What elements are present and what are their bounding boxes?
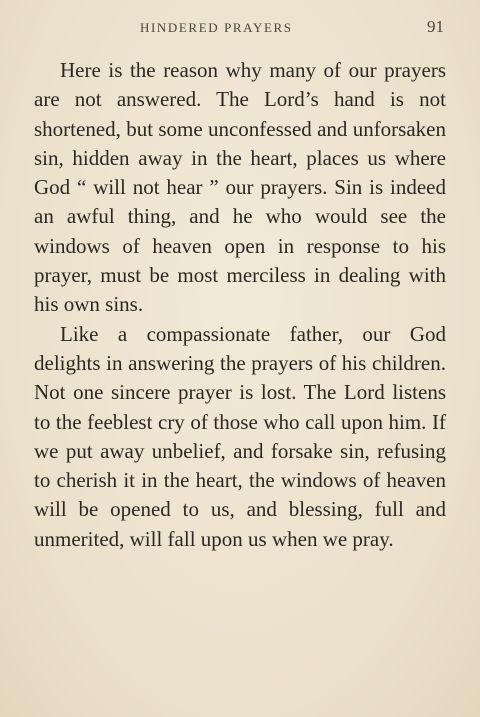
- paragraph-2: Like a compassionate father, our God delights in answering the prayers of his children. Not one sincere prayer is lost. The Lord listens to the feeblest cry of those who call upon him. If we put away unbelief, and forsake sin, refusing to cherish it in the heart, the windows of heaven will be opened to us, and blessing, full and unmerited, will fall upon us when we pray.: [34, 321, 446, 551]
- paragraph-1: Here is the reason why many of our prayers are not answered. The Lord’s hand is not shortened, but some unconfessed and unforsaken sin, hidden away in the heart, places us where God “ will not hear ” our prayers. Sin is indeed an awful thing, and he who would see the windows of heaven open in response to his prayer, must be most merciless in dealing with his own sins.: [34, 58, 446, 317]
- page-number: 91: [427, 17, 444, 36]
- body-text: [34, 56, 446, 554]
- running-head: [34, 14, 446, 40]
- running-title: HINDERED PRAYERS: [140, 20, 293, 35]
- book-page: [34, 14, 446, 704]
